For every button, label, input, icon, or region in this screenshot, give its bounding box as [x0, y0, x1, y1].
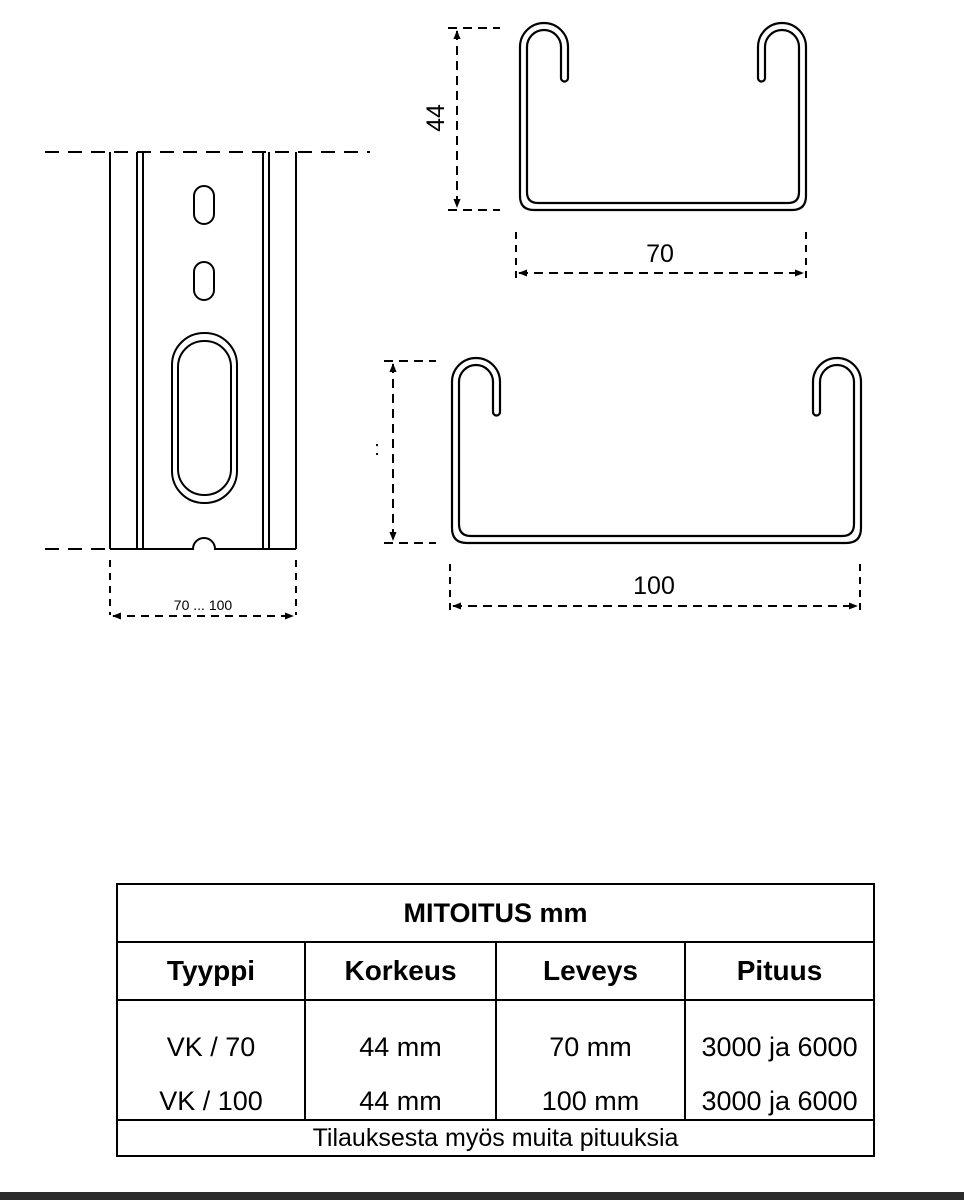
slot-large-outer	[172, 333, 237, 503]
slot-small-2	[194, 262, 214, 300]
header-pituus: Pituus	[685, 942, 874, 1000]
header-tyyppi: Tyyppi	[117, 942, 305, 1000]
profile-70-width-label: 70	[646, 240, 674, 268]
table-title: MITOITUS mm	[117, 884, 874, 942]
dimension-table	[116, 883, 875, 1157]
table-row	[117, 1065, 874, 1120]
profile-100-dimensions	[384, 361, 860, 612]
profile-70	[520, 23, 806, 210]
slot-large-inner	[178, 341, 231, 495]
profile-100	[452, 358, 861, 543]
table-footnote: Tilauksesta myös muita pituuksia	[117, 1120, 874, 1156]
cell-height: 44 mm	[305, 1000, 496, 1065]
bottom-border	[0, 1192, 964, 1200]
cell-type: VK / 100	[117, 1065, 305, 1120]
table-row	[117, 1000, 874, 1065]
cell-height: 44 mm	[305, 1065, 496, 1120]
profile-100-lip-left	[493, 412, 500, 416]
profile-100-height-label: :	[374, 438, 380, 460]
profile-70-dimensions	[448, 28, 806, 283]
header-korkeus: Korkeus	[305, 942, 496, 1000]
stud-front-view	[45, 152, 370, 616]
front-width-label: 70 ... 100	[173, 597, 233, 613]
slot-small-1	[194, 186, 214, 224]
cell-width: 100 mm	[496, 1065, 685, 1120]
cell-width: 70 mm	[496, 1000, 685, 1065]
profile-70-outer	[520, 23, 806, 210]
profile-100-outer	[452, 358, 861, 543]
header-leveys: Leveys	[496, 942, 685, 1000]
profile-70-lip-right	[758, 78, 765, 82]
cell-type: VK / 70	[117, 1000, 305, 1065]
profile-100-inner	[459, 365, 854, 536]
profile-100-lip-right	[813, 412, 820, 416]
profile-70-height-label: 44	[422, 104, 450, 132]
profile-70-lip-left	[561, 78, 568, 82]
cell-length: 3000 ja 6000	[685, 1000, 874, 1065]
profile-100-width-label: 100	[633, 572, 675, 600]
cell-length: 3000 ja 6000	[685, 1065, 874, 1120]
